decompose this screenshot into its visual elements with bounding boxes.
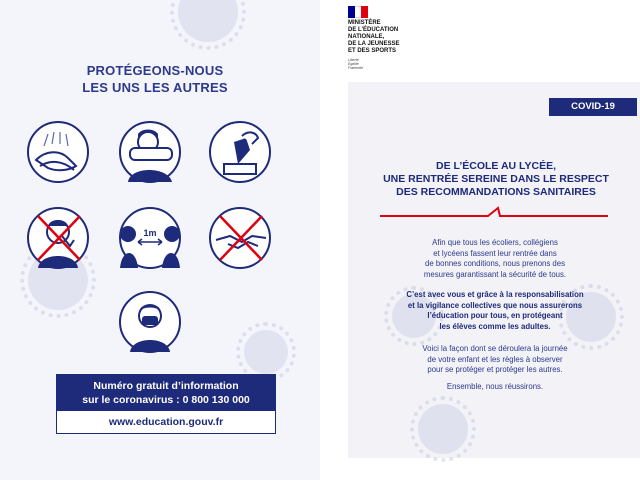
- hand-wash-icon: [26, 120, 90, 184]
- virus-decoration: [178, 0, 238, 42]
- closing-line: Ensemble, nous réussirons.: [446, 382, 544, 391]
- schedule-paragraph: Voici la façon dont se déroulera la journée de votre enfant et les règles à observer pour se protéger et protéger les autres.: [422, 344, 568, 374]
- elbow-cough-icon: [118, 120, 182, 184]
- no-handshake-icon: [208, 206, 272, 270]
- commitment-paragraph: C’est avec vous et grâce à la responsabilisation et la vigilance collectives que nous assurerons l’éducation pour tous, en protégeant les élèves comme les adultes.: [406, 290, 584, 331]
- tissue-icon: [208, 120, 272, 184]
- headline: DE L’ÉCOLE AU LYCÉE, UNE RENTRÉE SEREINE DANS LE RESPECT DES RECOMMANDATIONS SANITAIRES: [383, 160, 609, 198]
- distance-label: 1m: [143, 228, 157, 238]
- ministry-logo: [348, 6, 438, 76]
- info-box: [56, 374, 276, 434]
- ministry-name: MINISTÈRE DE L’ÉDUCATION NATIONALE, DE LA JEUNESSE ET DES SPORTS: [348, 20, 400, 54]
- marianne-flag-icon: [348, 6, 368, 18]
- no-face-touch-icon: [26, 206, 90, 270]
- republic-motto: Liberté Égalité Fraternité: [348, 58, 363, 70]
- intro-paragraph: Afin que tous les écoliers, collégiens et lycéens fassent leur rentrée dans de bonnes conditions, nous prenons des mesures garantissant la sécurité de tous.: [423, 238, 567, 279]
- website-link[interactable]: www.education.gouv.fr: [108, 416, 224, 428]
- page-title: PROTÉGEONS-NOUS LES UNS LES AUTRES: [82, 63, 228, 95]
- hotline-text: Numéro gratuit d’information sur le coronavirus : 0 800 130 000: [57, 375, 275, 411]
- virus-decoration: [418, 404, 468, 454]
- distance-1m-icon: [118, 206, 182, 270]
- virus-decoration: [244, 330, 288, 374]
- mask-icon: [118, 290, 182, 354]
- covid-badge: COVID-19: [549, 98, 637, 116]
